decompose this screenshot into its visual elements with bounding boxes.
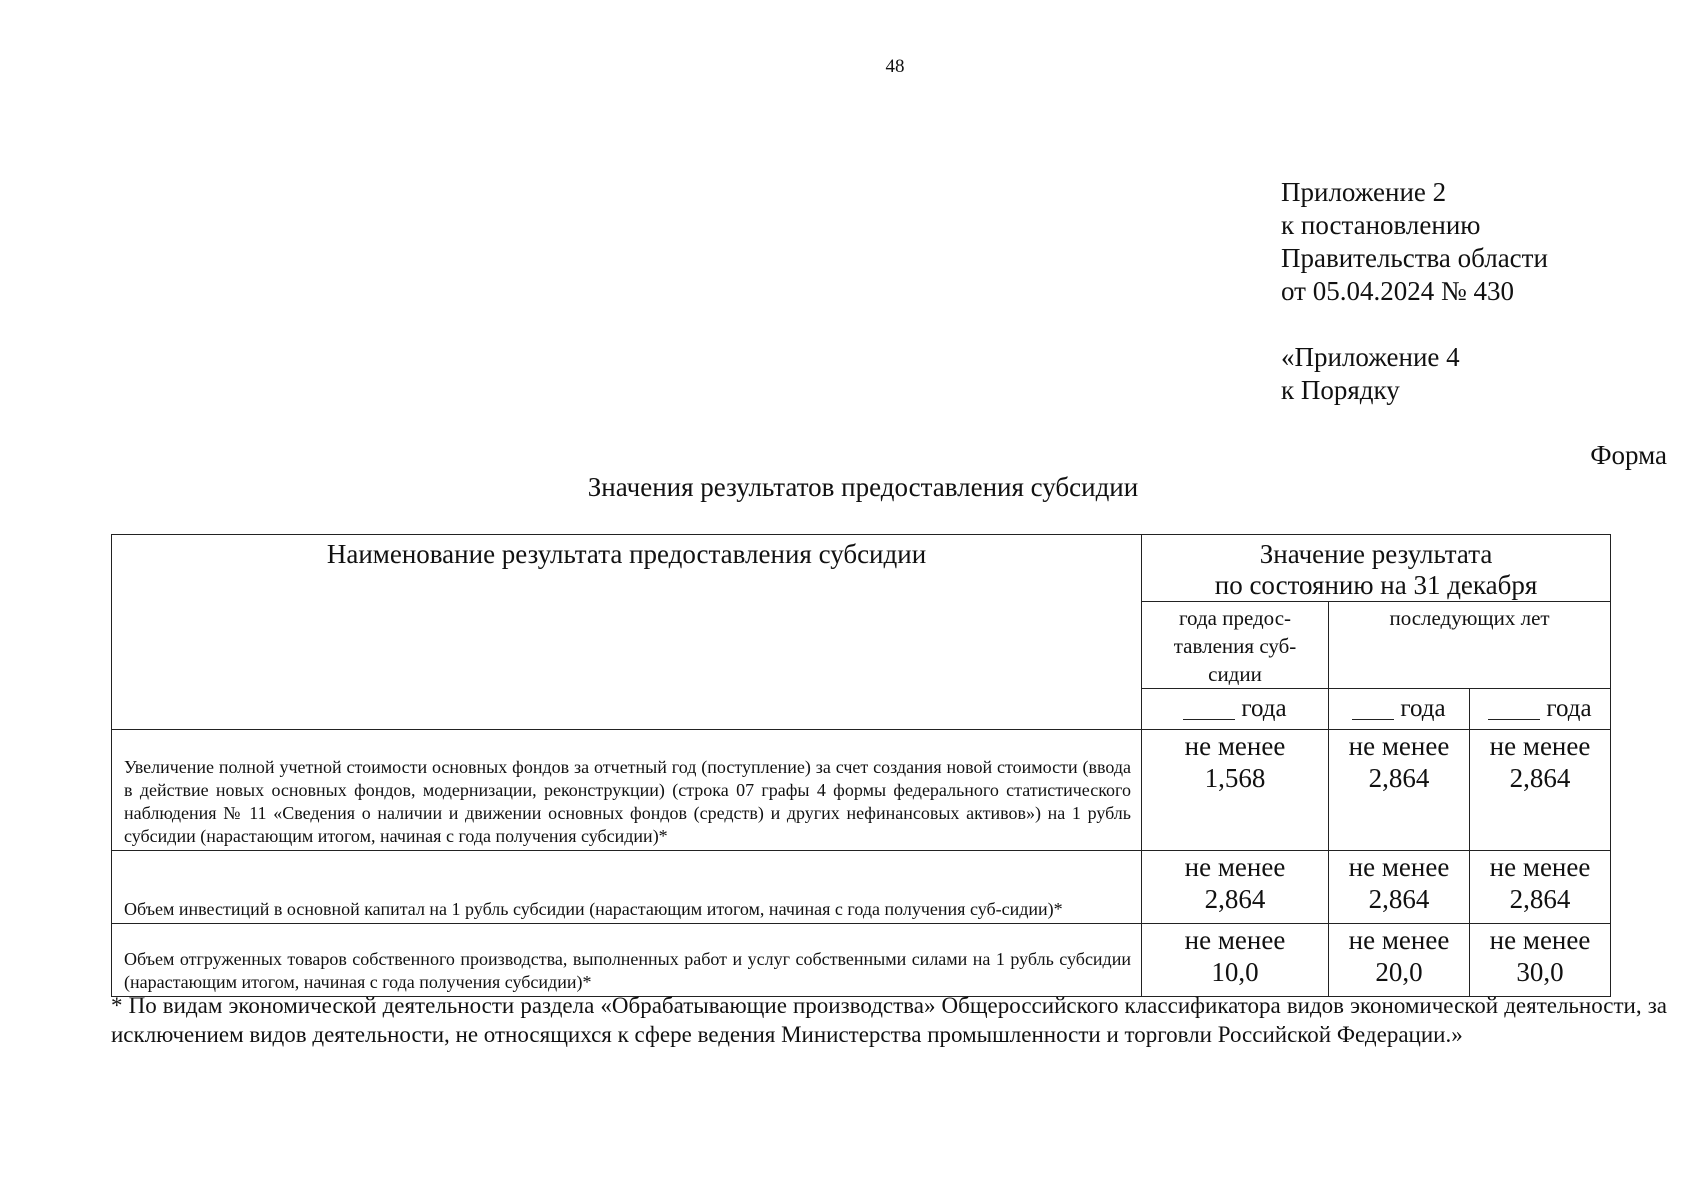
- value-label: не менее: [1184, 731, 1286, 761]
- year-label: года: [1546, 695, 1592, 722]
- appendix-line: Правительства области: [1281, 243, 1548, 273]
- appendix-line: от 05.04.2024 № 430: [1281, 276, 1514, 306]
- inner-appendix-reference: [1281, 341, 1460, 407]
- table-row: [112, 851, 1611, 924]
- form-label: Форма: [1590, 440, 1667, 470]
- value-number: 2,864: [1509, 763, 1571, 793]
- appendix-line: Приложение 2: [1281, 177, 1447, 207]
- header-sub-line: сидии: [1208, 662, 1262, 686]
- value-label: не менее: [1348, 925, 1450, 955]
- page-number: 48: [885, 56, 905, 77]
- value-number: 2,864: [1368, 763, 1430, 793]
- value-number: 2,864: [1204, 884, 1266, 914]
- value-cell: [1142, 851, 1329, 924]
- header-result-name: Наименование результата предоставления субсидии: [112, 535, 1142, 730]
- document-title: Значения результатов предоставления субсидии: [587, 472, 1139, 502]
- value-cell: [1470, 924, 1611, 997]
- value-cell: [1142, 924, 1329, 997]
- value-label: не менее: [1489, 925, 1591, 955]
- result-name-cell: Объем инвестиций в основной капитал на 1 рубль субсидии (нарастающим итогом, начиная с года получения суб-сидии)*: [112, 851, 1142, 924]
- year-cell: [1329, 689, 1470, 730]
- result-name-cell: Объем отгруженных товаров собственного производства, выполненных работ и услуг собственными силами на 1 рубль субсидии (нарастающим итогом, начиная с года получения субсидии)*: [112, 924, 1142, 997]
- inner-appendix-line: «Приложение 4: [1281, 342, 1460, 372]
- year-blank: [1488, 719, 1540, 720]
- header-row: [112, 535, 1611, 602]
- inner-appendix-line: к Порядку: [1281, 375, 1400, 405]
- year-blank: [1183, 719, 1235, 720]
- year-label: года: [1241, 695, 1287, 722]
- footnote: * По видам экономической деятельности раздела «Обрабатывающие производства» Общероссийского классификатора видов экономической деятельности, за исключением видов деятельности, не относящихся к сфере ведения Министерства промышленности и торговли Российской Федерации.»: [111, 993, 1667, 1047]
- header-value-line: Значение результата: [1259, 539, 1493, 569]
- value-label: не менее: [1184, 925, 1286, 955]
- appendix-line: к постановлению: [1281, 210, 1481, 240]
- header-value-line: по состоянию на 31 декабря: [1214, 570, 1538, 600]
- value-number: 20,0: [1375, 957, 1423, 987]
- header-result-value: [1142, 535, 1611, 602]
- value-number: 1,568: [1204, 763, 1266, 793]
- year-cell: [1470, 689, 1611, 730]
- table-row: [112, 924, 1611, 997]
- header-sub-line: года предос-: [1178, 606, 1292, 630]
- year-blank: [1352, 719, 1394, 720]
- value-cell: [1329, 924, 1470, 997]
- value-cell: [1470, 730, 1611, 851]
- header-following-years: последующих лет: [1329, 602, 1611, 689]
- value-cell: [1470, 851, 1611, 924]
- value-number: 2,864: [1368, 884, 1430, 914]
- year-label: года: [1400, 695, 1446, 722]
- value-label: не менее: [1348, 852, 1450, 882]
- value-cell: [1329, 730, 1470, 851]
- value-number: 10,0: [1211, 957, 1259, 987]
- table-row: [112, 730, 1611, 851]
- value-label: не менее: [1184, 852, 1286, 882]
- value-cell: [1142, 730, 1329, 851]
- results-table: [111, 534, 1611, 997]
- value-label: не менее: [1489, 731, 1591, 761]
- header-sub-line: тавления суб-: [1173, 634, 1297, 658]
- appendix-reference: [1281, 176, 1548, 308]
- year-cell: [1142, 689, 1329, 730]
- header-year-of-grant: [1142, 602, 1329, 689]
- value-number: 30,0: [1516, 957, 1564, 987]
- value-label: не менее: [1348, 731, 1450, 761]
- result-name-cell: Увеличение полной учетной стоимости основных фондов за отчетный год (поступление) за счет создания новой стоимости (ввода в действие новых основных фондов, модернизации, реконструкции) (строка 07 графы 4 формы федерального статистического наблюдения № 11 «Сведения о наличии и движении основных фондов (средств) и других нефинансовых активов») на 1 рубль субсидии (нарастающим итогом, начиная с года получения субсидии)*: [112, 730, 1142, 851]
- value-cell: [1329, 851, 1470, 924]
- value-label: не менее: [1489, 852, 1591, 882]
- value-number: 2,864: [1509, 884, 1571, 914]
